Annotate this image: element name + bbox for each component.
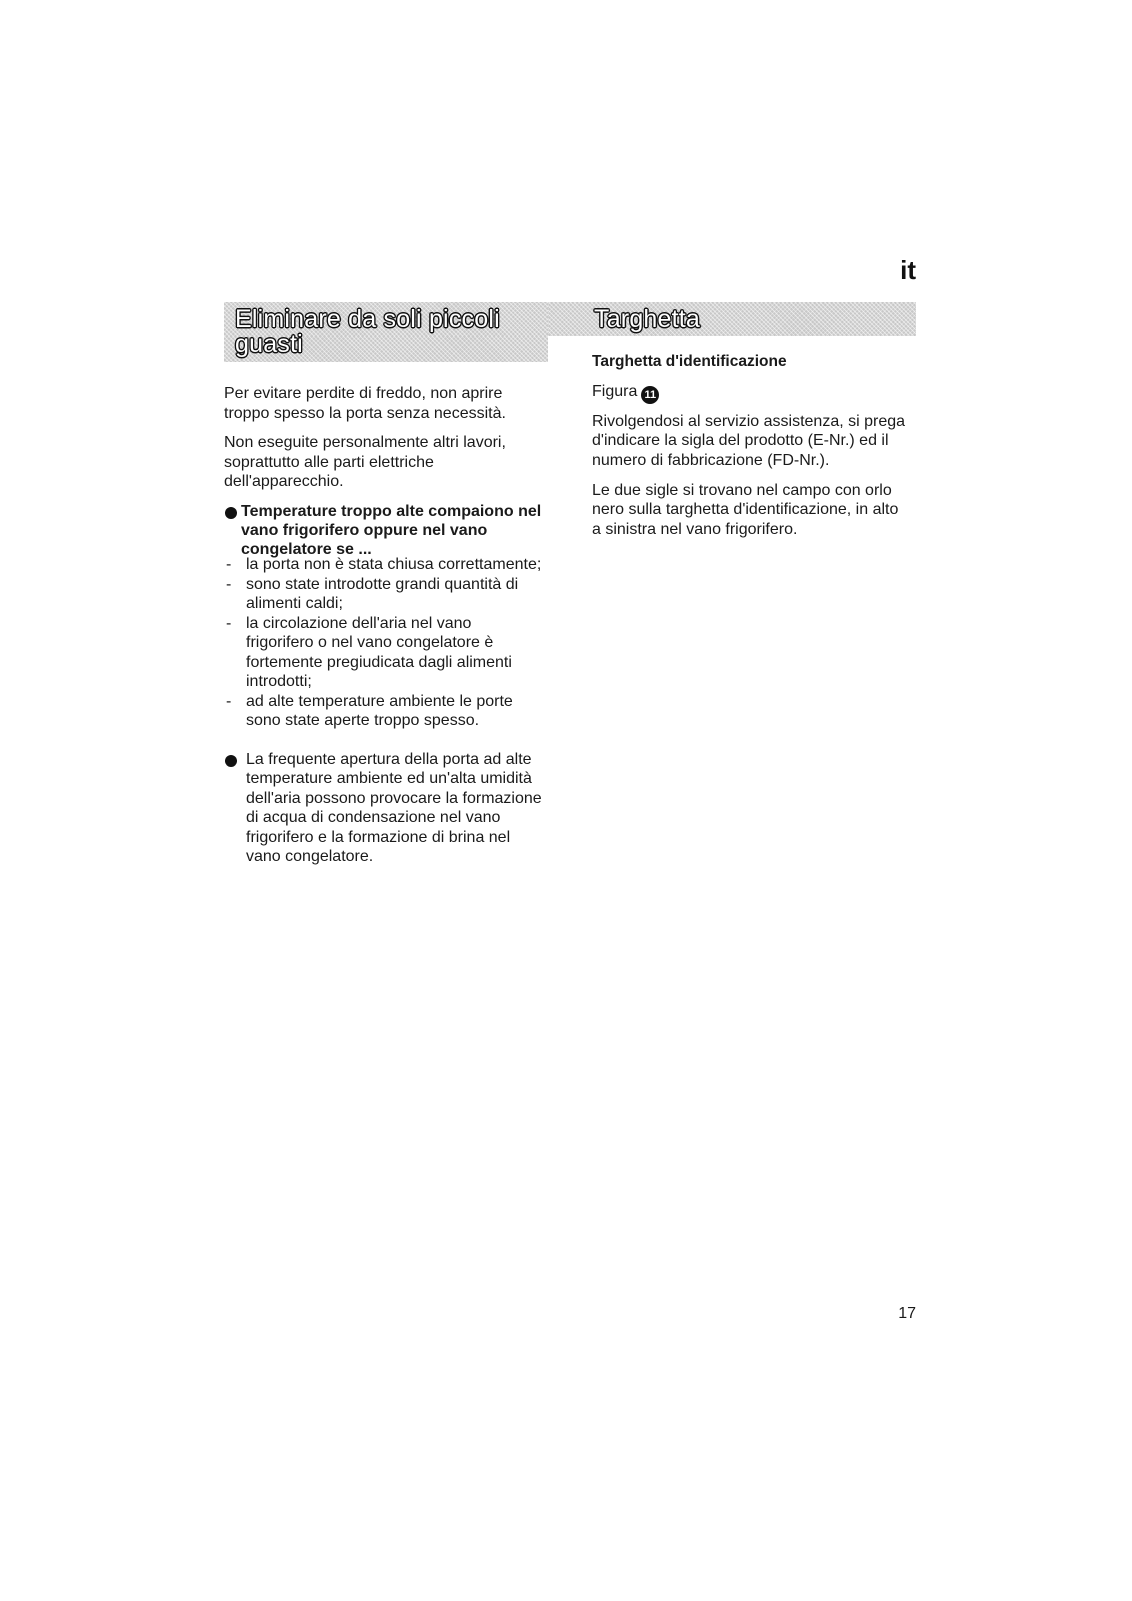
bullet-2-dot <box>225 755 237 767</box>
dash-item-3-line2: frigorifero o nel vano congelatore è <box>246 634 494 651</box>
figure-number-badge: 11 <box>641 386 659 404</box>
dash-item-2-line2: alimenti caldi; <box>246 595 343 612</box>
right-paragraph-1-line2: d'indicare la sigla del prodotto (E-Nr.) ed il <box>592 432 889 449</box>
right-paragraph-2-line1: Le due sigle si trovano nel campo con orlo <box>592 482 892 499</box>
bullet-2-line6: vano congelatore. <box>246 848 374 865</box>
dash-item-3-marker: - <box>226 615 232 632</box>
right-subheading: Targhetta d'identificazione <box>592 353 787 370</box>
dash-item-2-line1: sono state introdotte grandi quantità di <box>246 576 519 593</box>
left-heading-line2: guasti <box>235 330 303 358</box>
bullet-1-heading-line3: congelatore se ... <box>241 541 372 558</box>
left-heading-line1: Eliminare da soli piccoli <box>235 305 500 333</box>
figure-label: Figura <box>592 383 638 400</box>
right-paragraph-2-line3: a sinistra nel vano frigorifero. <box>592 521 798 538</box>
intro-paragraph-1-text: Per evitare perdite di freddo, non aprire troppo spesso la porta senza necessità. <box>224 385 506 422</box>
bullet-2-line5: frigorifero e la formazione di brina nel <box>246 829 511 846</box>
dash-item-3-line3: fortemente pregiudicata dagli alimenti <box>246 654 512 671</box>
bullet-2-line2: temperature ambiente ed un'alta umidità <box>246 770 532 787</box>
dash-item-4-line2: sono state aperte troppo spesso. <box>246 712 480 729</box>
dash-item-1-marker: - <box>226 556 232 573</box>
bullet-1-heading-line2: vano frigorifero oppure nel vano <box>241 522 488 539</box>
right-paragraph-2-line2: nero sulla targhetta d'identificazione, in alto <box>592 501 899 518</box>
dash-item-1-line1: la porta non è stata chiusa correttamente; <box>246 556 542 573</box>
right-paragraph-1-line1: Rivolgendosi al servizio assistenza, si prega <box>592 413 906 430</box>
intro-paragraph-2 <box>224 433 524 492</box>
bullet-1-dot <box>225 507 237 519</box>
dash-item-2-marker: - <box>226 576 232 593</box>
dash-item-3-line4: introdotti; <box>246 673 312 690</box>
right-heading: Targhetta <box>594 305 701 333</box>
intro-paragraph-1 <box>224 384 524 423</box>
bullet-2-line3: dell'aria possono provocare la formazione <box>246 790 542 807</box>
dash-item-3-line1: la circolazione dell'aria nel vano <box>246 615 472 632</box>
language-tag: it <box>900 255 916 285</box>
right-paragraph-1-line3: numero di fabbricazione (FD-Nr.). <box>592 452 830 469</box>
dash-item-4-marker: - <box>226 693 232 710</box>
intro-paragraph-2-text: Non eseguite personalmente altri lavori, soprattutto alle parti elettriche dell'apparecchio. <box>224 434 506 491</box>
page-number: 17 <box>898 1305 916 1322</box>
dash-item-4-line1: ad alte temperature ambiente le porte <box>246 693 513 710</box>
figure-reference <box>592 382 659 404</box>
bullet-2-line4: di acqua di condensazione nel vano <box>246 809 501 826</box>
bullet-1-heading-line1: Temperature troppo alte compaiono nel <box>241 503 542 520</box>
bullet-2-line1: La frequente apertura della porta ad alte <box>246 751 532 768</box>
